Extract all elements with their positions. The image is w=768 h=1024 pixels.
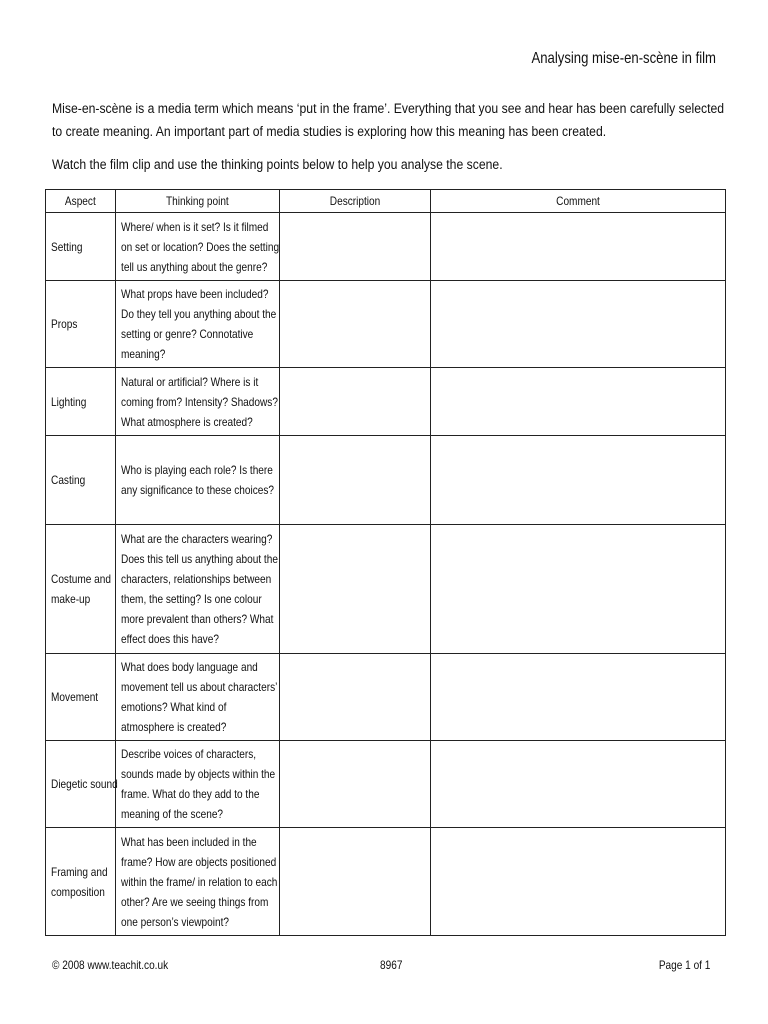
- header-thinking-point: Thinking point: [116, 190, 280, 213]
- table-header-row: [46, 190, 726, 213]
- table-row: [46, 368, 726, 436]
- header-description: Description: [280, 190, 431, 213]
- table-row: [46, 741, 726, 828]
- aspect-cell: Setting: [46, 213, 116, 281]
- comment-cell[interactable]: [431, 213, 726, 281]
- comment-cell[interactable]: [431, 525, 726, 654]
- thinking-point-cell: What does body language and movement tell us about characters’ emotions? What kind of atmosphere is created?: [116, 654, 280, 741]
- description-cell[interactable]: [280, 281, 431, 368]
- description-cell[interactable]: [280, 654, 431, 741]
- table-row: [46, 525, 726, 654]
- footer-page-number: Page 1 of 1: [658, 958, 710, 972]
- comment-cell[interactable]: [431, 436, 726, 525]
- table-row: [46, 281, 726, 368]
- table-row: [46, 436, 726, 525]
- thinking-point-cell: Natural or artificial? Where is it coming from? Intensity? Shadows? What atmosphere is created?: [116, 368, 280, 436]
- thinking-point-cell: Where/ when is it set? Is it filmed on set or location? Does the setting tell us anything about the genre?: [116, 213, 280, 281]
- analysis-table: [45, 189, 726, 936]
- thinking-point-cell: Describe voices of characters, sounds made by objects within the frame. What do they add to the meaning of the scene?: [116, 741, 280, 828]
- table-row: [46, 654, 726, 741]
- intro-text: Mise-en-scène is a media term which means ‘put in the frame’. Everything that you see and hear has been carefully selected to create meaning. An important part of media studies is exploring how this meaning has been created.: [52, 101, 725, 140]
- aspect-cell: Costume and make-up: [46, 525, 116, 654]
- comment-cell[interactable]: [431, 281, 726, 368]
- thinking-point-cell: What props have been included? Do they tell you anything about the setting or genre? Connotative meaning?: [116, 281, 280, 368]
- instruction-text: Watch the film clip and use the thinking points below to help you analyse the scene.: [52, 157, 503, 173]
- comment-cell[interactable]: [431, 368, 726, 436]
- aspect-cell: Casting: [46, 436, 116, 525]
- header-comment: Comment: [431, 190, 726, 213]
- thinking-point-cell: Who is playing each role? Is there any significance to these choices?: [116, 436, 280, 525]
- description-cell[interactable]: [280, 213, 431, 281]
- comment-cell[interactable]: [431, 828, 726, 936]
- description-cell[interactable]: [280, 741, 431, 828]
- thinking-point-cell: What has been included in the frame? How are objects positioned within the frame/ in relation to each other? Are we seeing things from one person’s viewpoint?: [116, 828, 280, 936]
- footer-copyright: © 2008 www.teachit.co.uk: [52, 958, 169, 972]
- intro-paragraph: [52, 98, 725, 144]
- comment-cell[interactable]: [431, 654, 726, 741]
- page-title: Analysing mise-en-scène in film: [531, 50, 716, 67]
- description-cell[interactable]: [280, 436, 431, 525]
- table-row: [46, 828, 726, 936]
- description-cell[interactable]: [280, 525, 431, 654]
- comment-cell[interactable]: [431, 741, 726, 828]
- aspect-cell: Diegetic sound: [46, 741, 116, 828]
- aspect-cell: Props: [46, 281, 116, 368]
- aspect-cell: Lighting: [46, 368, 116, 436]
- aspect-cell: Framing and composition: [46, 828, 116, 936]
- thinking-point-cell: What are the characters wearing? Does this tell us anything about the characters, relationships between them, the setting? Is one colour more prevalent than others? What effect does this have?: [116, 525, 280, 654]
- aspect-cell: Movement: [46, 654, 116, 741]
- footer-code: 8967: [380, 958, 403, 972]
- description-cell[interactable]: [280, 828, 431, 936]
- table-row: [46, 213, 726, 281]
- description-cell[interactable]: [280, 368, 431, 436]
- header-aspect: Aspect: [46, 190, 116, 213]
